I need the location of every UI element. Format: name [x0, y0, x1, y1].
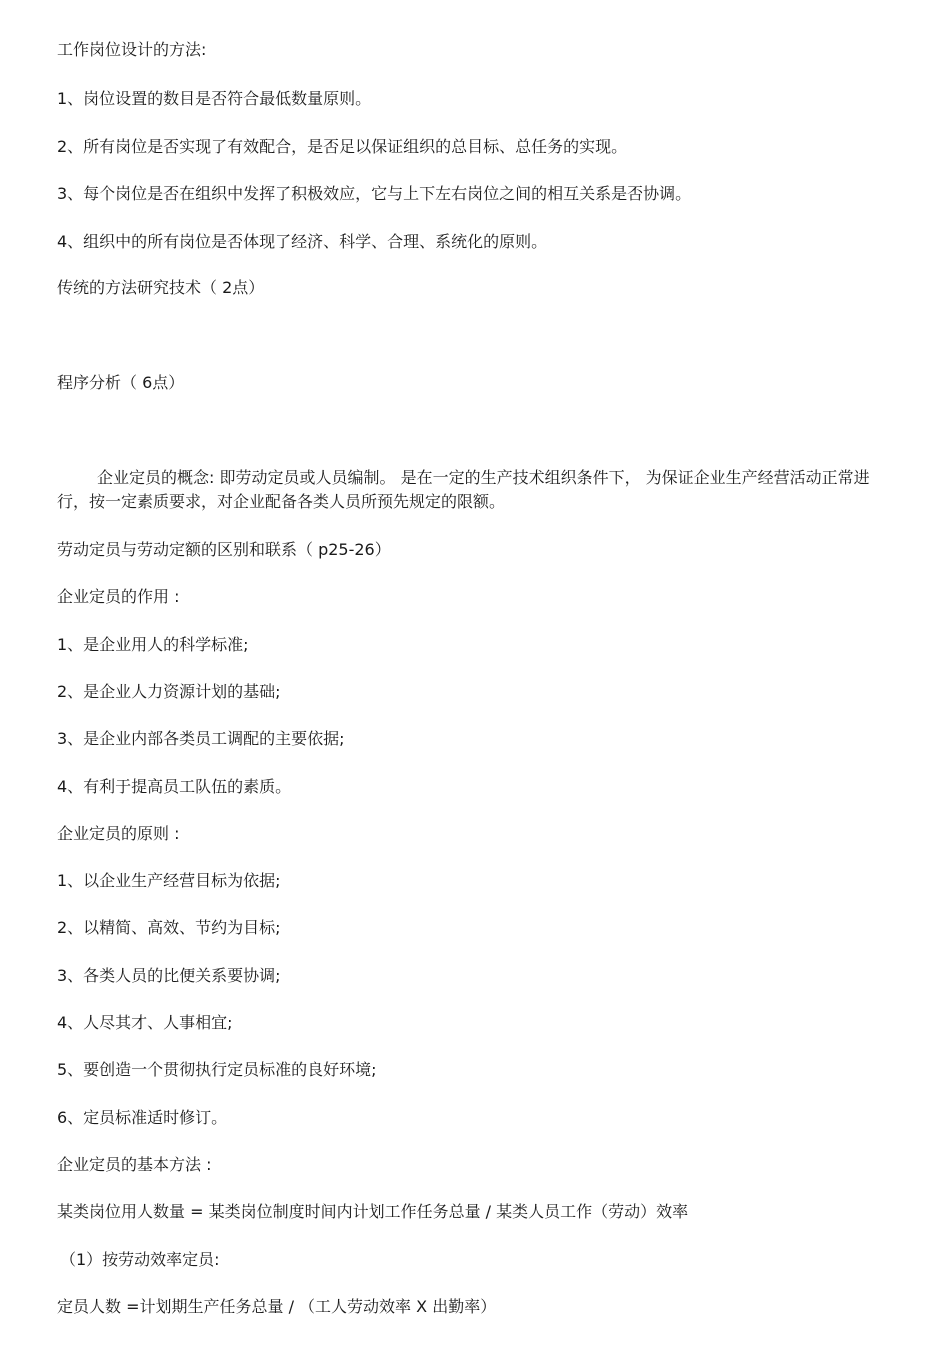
method-1-formula: 定员人数 =计划期生产任务总量 / （工人劳动效率 X 出勤率）	[57, 1297, 497, 1316]
basic-formula: 某类岗位用人数量 = 某类岗位制度时间内计划工作任务总量 / 某类人员工作（劳动）效率	[57, 1202, 689, 1221]
list-item: 3、各类人员的比便关系要协调;	[57, 966, 281, 985]
heading-program-analysis: 程序分析（ 6点）	[57, 373, 185, 392]
list-item: 3、是企业内部各类员工调配的主要依据;	[57, 729, 345, 748]
list-item: 2、以精简、高效、节约为目标;	[57, 918, 281, 937]
heading-traditional-methods: 传统的方法研究技术（ 2点）	[57, 278, 265, 297]
list-item: 1、是企业用人的科学标准;	[57, 635, 249, 654]
list-item: 4、人尽其才、人事相宜;	[57, 1013, 233, 1032]
list-item: 2、所有岗位是否实现了有效配合，是否足以保证组织的总目标、总任务的实现。	[57, 137, 628, 156]
heading-staffing-role: 企业定员的作用 :	[57, 587, 180, 606]
list-item: 3、每个岗位是否在组织中发挥了积极效应，它与上下左右岗位之间的相互关系是否协调。	[57, 184, 692, 203]
paragraph-staffing-concept: 企业定员的概念: 即劳动定员或人员编制。 是在一定的生产技术组织条件下， 为保证企业生产经营活动正常进行，按一定素质要求，对企业配备各类人员所预先规定的限额。	[57, 468, 870, 511]
section-title-job-design-methods: 工作岗位设计的方法:	[57, 40, 207, 59]
list-item: 2、是企业人力资源计划的基础;	[57, 682, 281, 701]
list-item: 1、岗位设置的数目是否符合最低数量原则。	[57, 89, 372, 108]
heading-staffing-vs-quota: 劳动定员与劳动定额的区别和联系（ p25-26）	[57, 540, 391, 559]
list-item: 1、以企业生产经营目标为依据;	[57, 871, 281, 890]
heading-basic-methods: 企业定员的基本方法 :	[57, 1155, 212, 1174]
list-item: 5、要创造一个贯彻执行定员标准的良好环境;	[57, 1060, 377, 1079]
heading-method-1: （1）按劳动效率定员:	[60, 1250, 220, 1269]
list-item: 4、有利于提高员工队伍的素质。	[57, 777, 292, 796]
list-item: 4、组织中的所有岗位是否体现了经济、科学、合理、系统化的原则。	[57, 232, 548, 251]
list-item: 6、定员标准适时修订。	[57, 1108, 228, 1127]
heading-staffing-principles: 企业定员的原则 :	[57, 824, 180, 843]
